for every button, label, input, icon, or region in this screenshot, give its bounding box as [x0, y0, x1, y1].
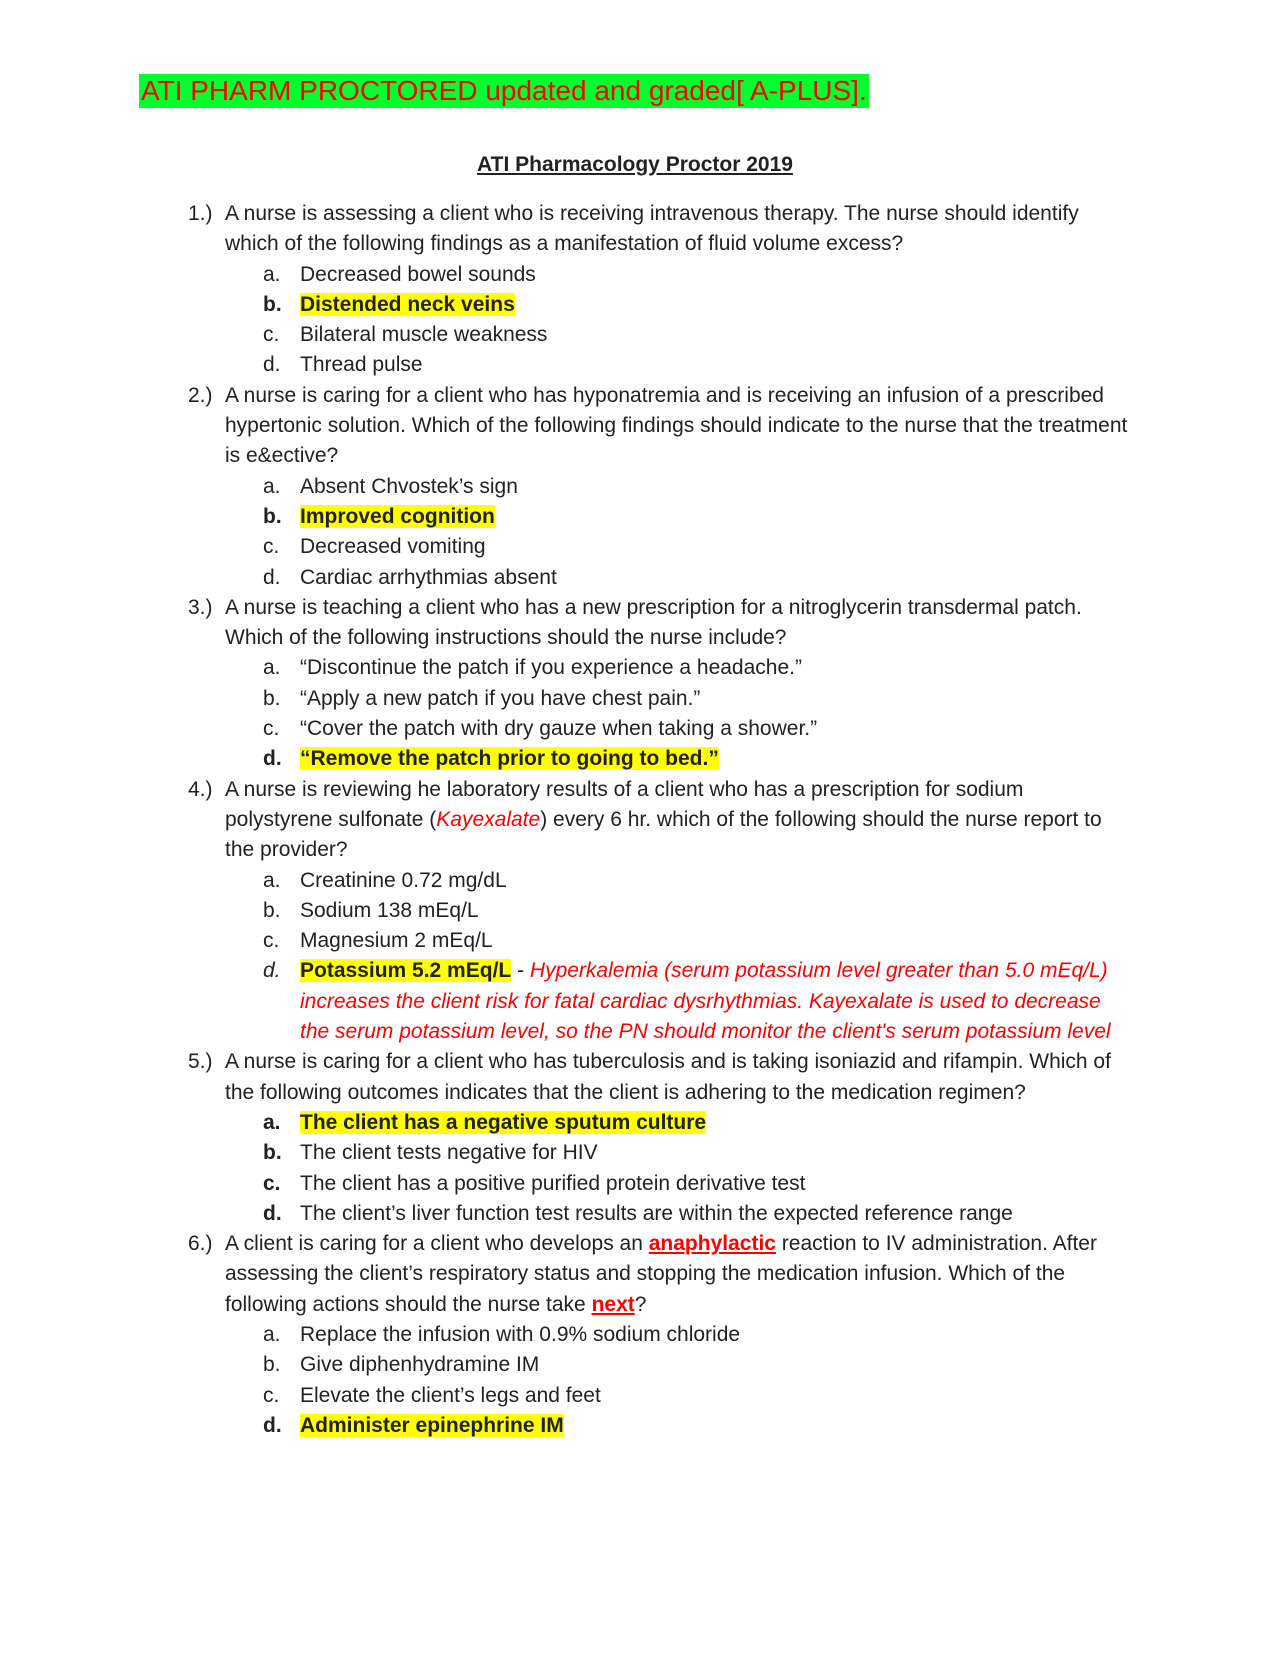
option-b: [188, 1138, 1128, 1168]
question-4: [188, 775, 1128, 1048]
option-letter: b.: [263, 504, 282, 528]
option-letter: d.: [263, 1413, 282, 1437]
question-text: A nurse is assessing a client who is receiving intravenous therapy. The nurse should identify which of the following findings as a manifestation of fluid volume excess?: [225, 202, 1079, 256]
option-a: [188, 653, 1128, 683]
option-letter: c.: [263, 1171, 281, 1195]
question-text: A nurse is caring for a client who has tuberculosis and is taking isoniazid and rifampin. Which of the following outcomes indicates that the client is adhering to the medication regimen?: [225, 1050, 1111, 1104]
option-text-highlighted: The client has a negative sputum culture: [300, 1110, 707, 1134]
question-text-part-2: reaction to IV administration. After assessing the client’s respiratory status and stopping the medication infusion. Which of the following actions should the nurse take: [225, 1232, 1097, 1316]
option-text-highlighted: Distended neck veins: [300, 292, 515, 316]
question-stem: [188, 593, 1128, 654]
option-letter: b.: [263, 686, 281, 710]
option-letter: b.: [263, 898, 281, 922]
option-text: Thread pulse: [300, 353, 423, 377]
option-text: The client’s liver function test results are within the expected reference range: [300, 1201, 1013, 1225]
option-d-correct: [188, 956, 1128, 1047]
option-letter: c.: [263, 535, 280, 559]
option-a: [188, 472, 1128, 502]
drug-name: Kayexalate: [436, 807, 541, 831]
option-letter: d.: [263, 565, 281, 589]
question-number: 6.): [188, 1232, 213, 1256]
option-letter: b.: [263, 1141, 282, 1165]
option-text: Give diphenhydramine IM: [300, 1353, 540, 1377]
option-text: “Cover the patch with dry gauze when taking a shower.”: [300, 717, 818, 741]
option-c: [188, 714, 1128, 744]
question-text: A nurse is teaching a client who has a new prescription for a nitroglycerin transdermal patch. Which of the following instructions should the nurse include?: [225, 595, 1082, 650]
option-letter: c.: [263, 717, 280, 741]
option-a: [188, 866, 1128, 896]
document-banner: ATI PHARM PROCTORED updated and graded[ A-PLUS].: [141, 75, 867, 106]
option-b: [188, 684, 1128, 714]
option-text-highlighted: “Remove the patch prior to going to bed.”: [300, 747, 719, 771]
option-letter: c.: [263, 1383, 280, 1407]
question-6: [188, 1229, 1128, 1441]
question-5: [188, 1047, 1128, 1229]
option-d-correct: [188, 744, 1128, 774]
option-text: Cardiac arrhythmias absent: [300, 565, 557, 589]
option-letter: a.: [263, 1322, 281, 1346]
option-text: “Discontinue the patch if you experience a headache.”: [300, 656, 802, 680]
option-text: Replace the infusion with 0.9% sodium chloride: [300, 1322, 741, 1346]
question-stem: [188, 1229, 1128, 1320]
option-text: Elevate the client’s legs and feet: [300, 1383, 601, 1407]
keyword-anaphylactic: anaphylactic: [648, 1232, 776, 1256]
option-letter: b.: [263, 1353, 281, 1377]
question-text-part-1: A client is caring for a client who develops an: [225, 1232, 649, 1256]
option-letter: a.: [263, 1110, 281, 1134]
question-number: 5.): [188, 1050, 213, 1074]
question-text-part-3: ?: [634, 1292, 647, 1316]
option-text: Creatinine 0.72 mg/dL: [300, 868, 507, 892]
option-text: The client tests negative for HIV: [300, 1141, 598, 1165]
rationale-dash: -: [511, 959, 530, 983]
question-number: 4.): [188, 777, 213, 801]
option-text: Bilateral muscle weakness: [300, 323, 548, 347]
option-c: [188, 926, 1128, 956]
option-letter: c.: [263, 929, 280, 953]
option-letter: a.: [263, 474, 281, 498]
option-b-correct: [188, 290, 1128, 320]
option-d: [188, 1199, 1128, 1229]
option-a-correct: [188, 1108, 1128, 1138]
option-b: [188, 1350, 1128, 1380]
option-text: Decreased bowel sounds: [300, 262, 536, 286]
option-letter: d.: [263, 747, 282, 771]
option-b-correct: [188, 502, 1128, 532]
option-b: [188, 896, 1128, 926]
question-stem: [188, 381, 1128, 472]
question-2: [188, 381, 1128, 593]
question-stem: [188, 1047, 1128, 1108]
option-a: [188, 1320, 1128, 1350]
option-text: The client has a positive purified protein derivative test: [300, 1171, 806, 1195]
option-text-highlighted: Administer epinephrine IM: [300, 1413, 564, 1437]
option-letter: b.: [263, 292, 282, 316]
option-letter: a.: [263, 868, 281, 892]
option-c: [188, 320, 1128, 350]
document-title: ATI Pharmacology Proctor 2019: [477, 153, 793, 176]
option-letter: d.: [263, 959, 281, 983]
option-letter: a.: [263, 262, 281, 286]
option-d: [188, 563, 1128, 593]
option-d-correct: [188, 1411, 1128, 1441]
question-text-part-2: ) every 6 hr. which of the following should the nurse report to the provider?: [225, 807, 1102, 862]
question-list: [188, 199, 1128, 1441]
option-text: Decreased vomiting: [300, 535, 486, 559]
option-text: Absent Chvostek’s sign: [300, 474, 518, 498]
option-text: Sodium 138 mEq/L: [300, 898, 479, 922]
option-a: [188, 260, 1128, 290]
question-text-part-1: A nurse is reviewing he laboratory results of a client who has a prescription for sodium polystyrene sulfonate (: [225, 777, 1024, 831]
option-c: [188, 532, 1128, 562]
question-1: [188, 199, 1128, 381]
option-text-highlighted: Potassium 5.2 mEq/L: [300, 959, 512, 983]
question-number: 3.): [188, 595, 213, 619]
option-c: [188, 1381, 1128, 1411]
option-c: [188, 1169, 1128, 1199]
option-letter: d.: [263, 353, 281, 377]
rationale-text: Hyperkalemia (serum potassium level greater than 5.0 mEq/L) increases the client risk for fatal cardiac dysrhythmias. Kayexalate is used to decrease the serum potassium level, so the PN should monitor the client's serum potassium level: [300, 959, 1111, 1044]
keyword-next: next: [591, 1292, 635, 1316]
question-stem: [188, 199, 1128, 260]
question-3: [188, 593, 1128, 775]
option-text: “Apply a new patch if you have chest pain.”: [300, 686, 701, 710]
question-text: A nurse is caring for a client who has hyponatremia and is receiving an infusion of a prescribed hypertonic solution. Which of the following findings should indicate to the nurse that the treatment is e&ective?: [225, 383, 1128, 468]
question-number: 1.): [188, 202, 213, 225]
question-stem: [188, 775, 1128, 866]
option-text-highlighted: Improved cognition: [300, 504, 495, 528]
option-letter: a.: [263, 656, 281, 680]
question-number: 2.): [188, 383, 213, 407]
option-letter: d.: [263, 1201, 282, 1225]
option-d: [188, 350, 1128, 380]
option-letter: c.: [263, 323, 280, 347]
option-text: Magnesium 2 mEq/L: [300, 929, 493, 953]
